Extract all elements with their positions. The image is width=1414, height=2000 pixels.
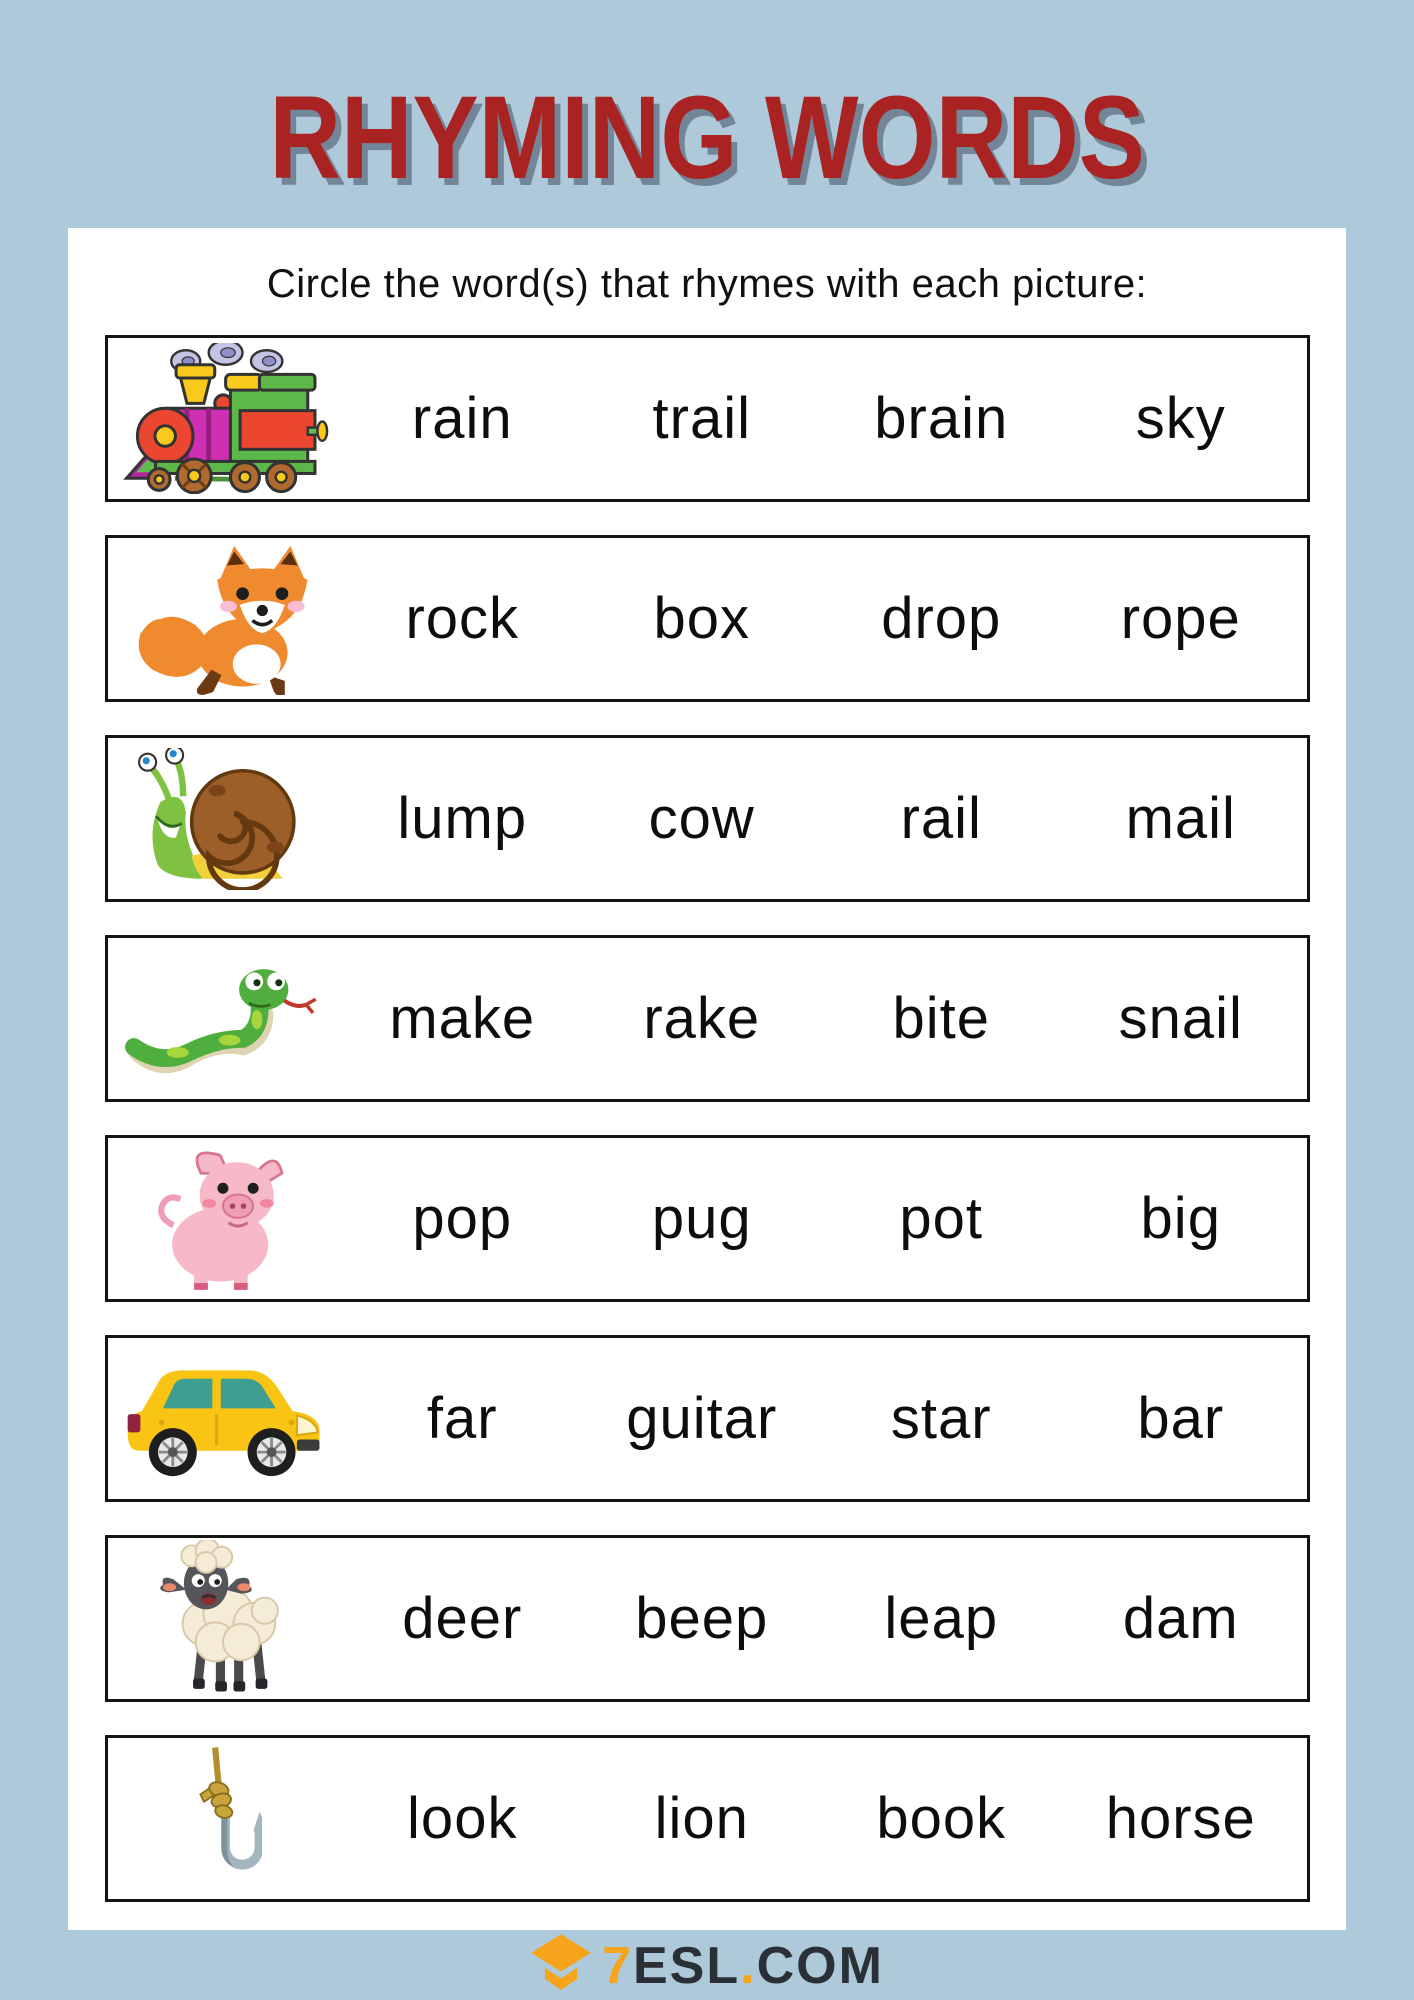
- rows-container: [68, 335, 1346, 1902]
- word-option[interactable]: pug: [651, 1186, 752, 1251]
- word-options: [343, 938, 1307, 1099]
- word-option[interactable]: box: [653, 586, 750, 651]
- brand-number: 7: [602, 1937, 633, 1995]
- hook-image: [108, 1738, 343, 1899]
- word-option[interactable]: rake: [643, 986, 761, 1051]
- word-option[interactable]: rain: [411, 386, 513, 451]
- word-option[interactable]: bar: [1137, 1386, 1225, 1451]
- word-option[interactable]: pop: [412, 1186, 513, 1251]
- word-option[interactable]: bite: [892, 986, 990, 1051]
- word-options: [343, 738, 1307, 899]
- word-option[interactable]: beep: [635, 1586, 769, 1651]
- word-option[interactable]: cow: [648, 786, 755, 851]
- car-image: [108, 1338, 343, 1499]
- sheep-image: [108, 1538, 343, 1699]
- graduation-cap-icon: [530, 1933, 592, 1995]
- word-option[interactable]: rope: [1120, 586, 1241, 651]
- word-option[interactable]: look: [407, 1786, 518, 1851]
- footer-brand: [0, 1932, 1414, 2000]
- word-option[interactable]: deer: [402, 1586, 523, 1651]
- table-row: [105, 735, 1310, 902]
- word-option[interactable]: pot: [899, 1186, 984, 1251]
- word-option[interactable]: book: [876, 1786, 1007, 1851]
- word-options: [343, 1338, 1307, 1499]
- table-row: [105, 535, 1310, 702]
- word-option[interactable]: drop: [881, 586, 1002, 651]
- word-option[interactable]: mail: [1125, 786, 1236, 851]
- table-row: [105, 1735, 1310, 1902]
- brand-text: [602, 1936, 884, 1996]
- word-options: [343, 1738, 1307, 1899]
- instruction-text: Circle the word(s) that rhymes with each picture:: [266, 262, 1148, 306]
- word-option[interactable]: make: [389, 986, 536, 1051]
- snail-image: [108, 738, 343, 899]
- pig-image: [108, 1138, 343, 1299]
- word-option[interactable]: rock: [405, 586, 520, 651]
- brand-com: COM: [756, 1937, 884, 1995]
- table-row: [105, 1135, 1310, 1302]
- word-option[interactable]: leap: [884, 1586, 999, 1651]
- word-option[interactable]: lion: [654, 1786, 749, 1851]
- fox-image: [108, 538, 343, 699]
- worksheet-card: [68, 228, 1346, 1930]
- table-row: [105, 335, 1310, 502]
- table-row: [105, 1535, 1310, 1702]
- word-option[interactable]: big: [1140, 1186, 1221, 1251]
- word-option[interactable]: rail: [900, 786, 982, 851]
- word-options: [343, 538, 1307, 699]
- brand-esl: ESL: [633, 1937, 741, 1995]
- page-title: [0, 70, 1414, 206]
- word-options: [343, 1138, 1307, 1299]
- word-option[interactable]: brain: [874, 386, 1009, 451]
- word-option[interactable]: trail: [652, 386, 751, 451]
- word-option[interactable]: far: [426, 1386, 498, 1451]
- table-row: [105, 1335, 1310, 1502]
- brand-dot: .: [740, 1937, 757, 1995]
- snake-image: [108, 938, 343, 1099]
- word-option[interactable]: sky: [1135, 386, 1226, 451]
- page-title-text: RHYMING WORDS: [269, 72, 1145, 204]
- word-option[interactable]: star: [890, 1386, 992, 1451]
- word-option[interactable]: lump: [397, 786, 528, 851]
- word-option[interactable]: horse: [1105, 1786, 1256, 1851]
- word-option[interactable]: dam: [1122, 1586, 1239, 1651]
- word-options: [343, 338, 1307, 499]
- table-row: [105, 935, 1310, 1102]
- word-option[interactable]: snail: [1118, 986, 1243, 1051]
- word-options: [343, 1538, 1307, 1699]
- train-image: [108, 338, 343, 499]
- word-option[interactable]: guitar: [626, 1386, 778, 1451]
